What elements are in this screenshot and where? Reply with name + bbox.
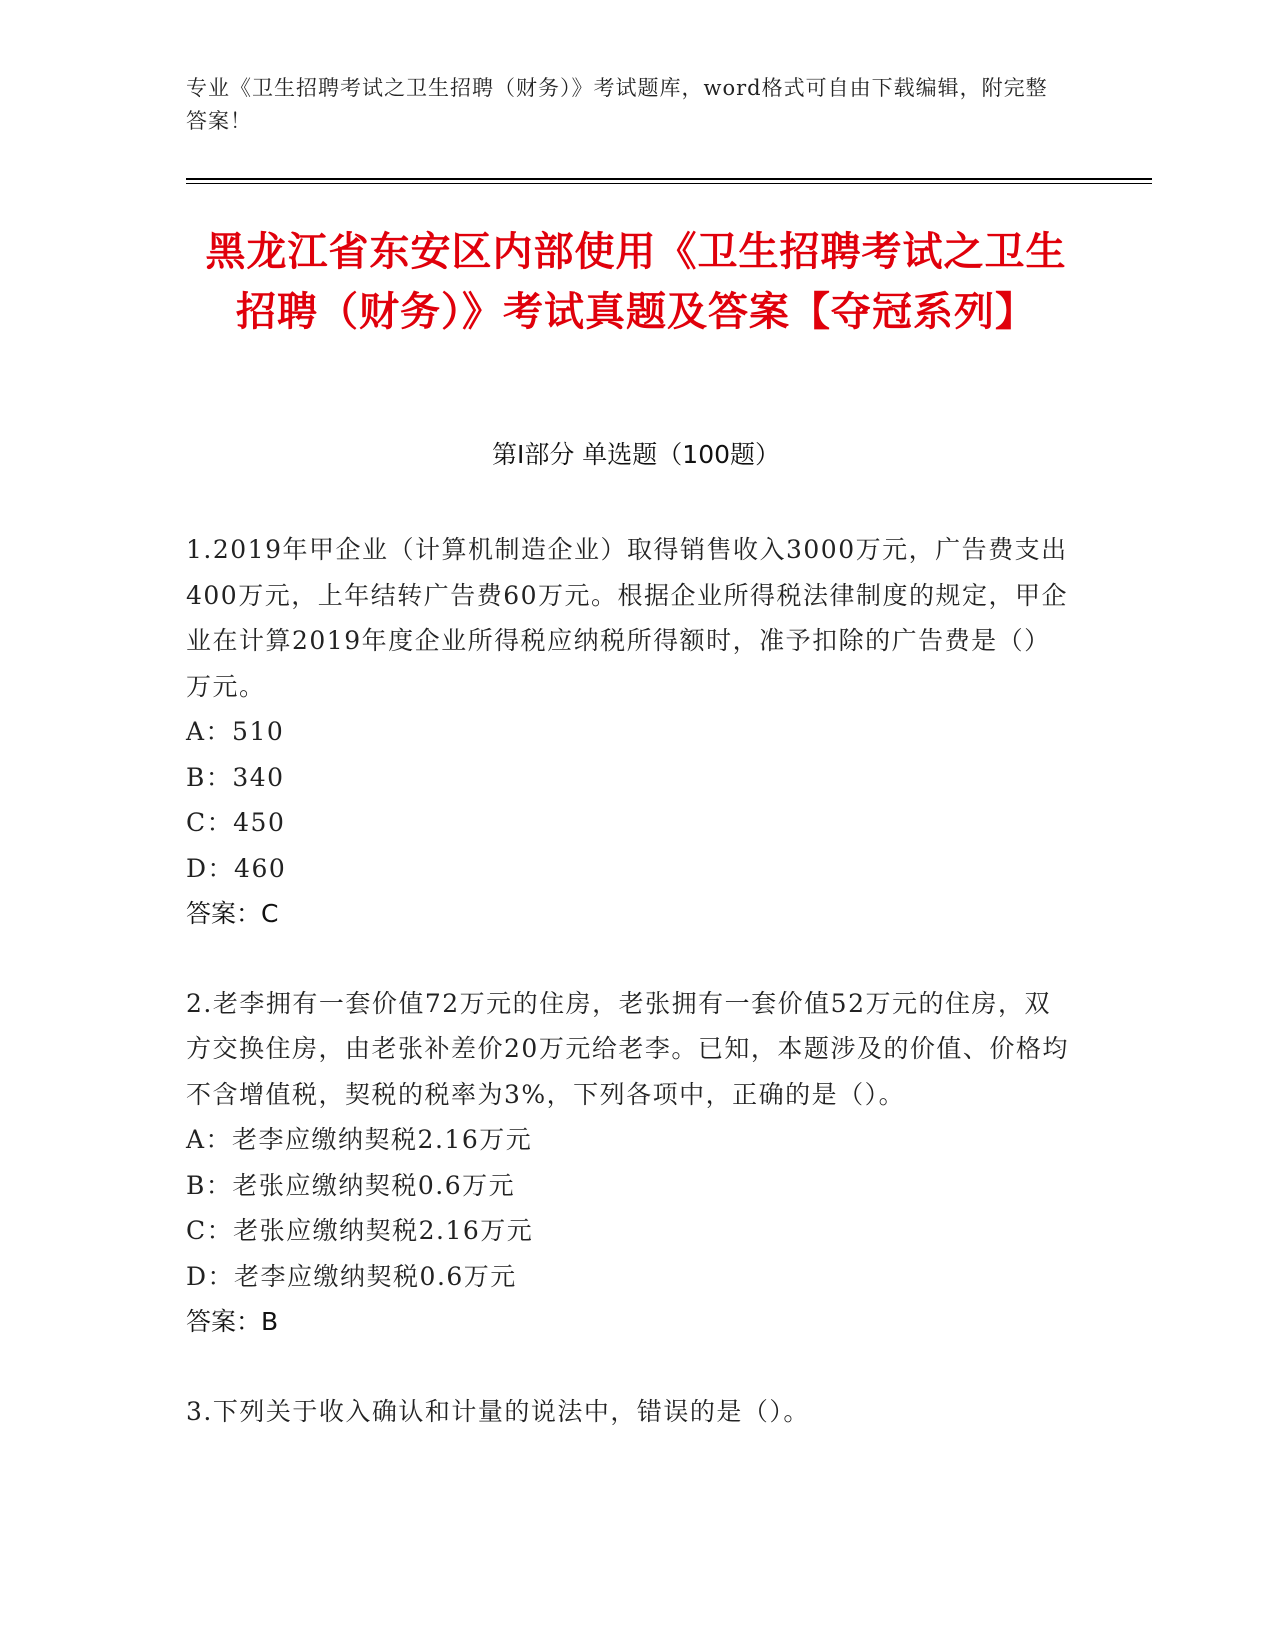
document-title: 黑龙江省东安区内部使用《卫生招聘考试之卫生招聘（财务）》考试真题及答案【夺冠系列】: [205, 229, 1067, 335]
header-divider: [186, 178, 1152, 180]
question-2: [186, 981, 1076, 1345]
question-3: [186, 1389, 1076, 1435]
header-divider-thin: [186, 183, 1152, 184]
option-c: C：450: [186, 808, 286, 837]
answer: 答案：C: [186, 899, 279, 928]
question-1: [186, 527, 1076, 937]
question-list: [186, 527, 1076, 1478]
answer: 答案：B: [186, 1307, 279, 1336]
section-title: 第Ⅰ部分 单选题（100题）: [491, 440, 781, 469]
option-b: B：老张应缴纳契税0.6万元: [186, 1170, 516, 1200]
option-a: A：510: [186, 717, 285, 746]
option-c: C：老张应缴纳契税2.16万元: [186, 1216, 534, 1245]
question-stem: 1.2019年甲企业（计算机制造企业）取得销售收入3000万元，广告费支出400万元，上年结转广告费60万元。根据企业所得税法律制度的规定，甲企业在计算2019年度企业所得税应纳税所得额时，准予扣除的广告费是（）万元。: [186, 535, 1069, 701]
option-d: D：老李应缴纳契税0.6万元: [186, 1261, 517, 1291]
option-d: D：460: [186, 853, 287, 883]
header-note: 专业《卫生招聘考试之卫生招聘（财务）》考试题库，word格式可自由下载编辑，附完整答案！: [186, 76, 1048, 133]
question-stem: 2.老李拥有一套价值72万元的住房，老张拥有一套价值52万元的住房，双方交换住房，由老张补差价20万元给老李。已知，本题涉及的价值、价格均不含增值税，契税的税率为3%，下列各项中，正确的是（）。: [186, 988, 1069, 1109]
option-a: A：老李应缴纳契税2.16万元: [186, 1125, 533, 1154]
question-stem: 3.下列关于收入确认和计量的说法中，错误的是（）。: [186, 1396, 810, 1426]
option-b: B：340: [186, 762, 285, 792]
